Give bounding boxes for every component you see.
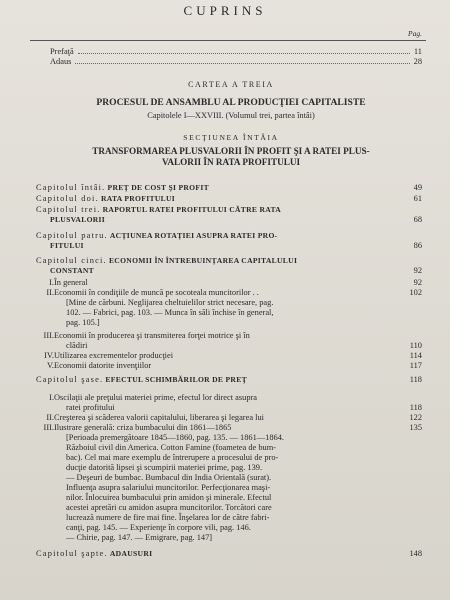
ch5-item-2-detail-2: 102. — Fabrici, pag. 103. — Munca în săli închise în general, [66, 308, 274, 317]
ch6-item-2: II. Creşterea şi scăderea valorii capitalului, liberarea şi legarea lui [46, 413, 264, 422]
ch5-item-5: V. Economii datorite invenţiilor [46, 361, 152, 370]
ch5-item-1: I. În general [49, 278, 88, 287]
book-subtitle: PROCESUL DE ANSAMBLU AL PRODUCŢIEI CAPITALISTE [96, 97, 366, 108]
ch5-item-4: IV. Utilizarea excrementelor producţiei [44, 351, 174, 360]
ch6-item-3-detail-2: Războiul civil din America. Cotton Famine (foametea de bum- [66, 443, 277, 452]
chapter-4-page: 86 [413, 241, 422, 250]
ch5-item-5-page: 117 [409, 361, 422, 370]
chapter-2-page: 61 [413, 194, 422, 203]
chapter-6: Capitolul şase. EFECTUL SCHIMBĂRILOR DE PREŢ [36, 375, 247, 384]
chapter-1-page: 49 [413, 183, 422, 192]
ch6-item-3-detail-3: bac). Cel mai mare exemplu de întrerupere a procesului de pro- [66, 453, 279, 462]
pag-column-label: Pag. [408, 29, 422, 38]
ch6-item-3-detail-7: nilor. Înlocuirea bumbacului prin amidon şi minerale. Efectul [66, 493, 272, 502]
ch5-item-2-detail-1: [Mine de cărbuni. Neglijarea cheltuielilor strict necesare, pag. [66, 298, 274, 307]
ch5-item-2: II. Economii în condiţiile de muncă pe socoteala muncitorilor . . [46, 288, 259, 297]
ch6-item-3: III. Ilustrare generală: criza bumbacului din 1861—1865 [43, 423, 232, 432]
ch6-item-3-detail-10: canţi, pag. 145. — Experienţe în corpore vili, pag. 146. [66, 523, 251, 532]
chapter-4: Capitolul patru. ACŢIUNEA ROTAŢIEI ASUPRA RATEI PRO- FITULUI [36, 231, 278, 251]
chapter-6-page: 118 [409, 375, 422, 384]
book-title: CARTEA A TREIA [188, 80, 274, 89]
chapter-2: Capitolul doi. RATA PROFITULUI [36, 194, 176, 203]
chapter-1: Capitolul întâi. PREŢ DE COST ŞI PROFIT [36, 183, 209, 192]
section-heading-line2: VALORII ÎN RATA PROFITULUI [161, 157, 301, 167]
ch5-item-4-page: 114 [409, 351, 422, 360]
chapter-7: Capitolul şapte. ADAUSURI [36, 549, 153, 558]
toc-entry-prefata: Prefaţă 11 [50, 47, 422, 56]
ch5-item-3-page: 110 [409, 341, 422, 350]
chapter-5: Capitolul cinci. ECONOMII ÎN ÎNTREBUINŢAREA CAPITALULUI CONSTANT [36, 256, 298, 276]
chapter-7-page: 148 [409, 549, 422, 558]
ch6-item-2-page: 122 [409, 413, 422, 422]
ch5-item-2-detail-3: pag. 105.] [66, 318, 100, 327]
ch6-item-3-detail-8: acestei apretări cu amidon asupra muncitorilor. Torcători care [66, 503, 272, 512]
chapters-note: Capitolele I—XXVIII. (Volumul trei, partea întâi) [147, 111, 315, 120]
chapter-3: Capitolul trei. RAPORTUL RATEI PROFITULUI CĂTRE RATA PLUSVALORII [36, 205, 282, 225]
ch6-item-1: I. Oscilaţii ale preţului materiei prime, efectul lor direct asupra [49, 393, 258, 402]
toc-entry-adaus: Adaus 28 [50, 57, 422, 66]
section-heading-line1: TRANSFORMAREA PLUSVALORII ÎN PROFIT ŞI A RATEI PLUS- [92, 146, 370, 156]
ch6-item-3-detail-1: [Perioada premergătoare 1845—1860, pag. 135. — 1861—1864. [66, 433, 285, 442]
ch5-item-1-page: 92 [413, 278, 422, 287]
ch6-item-3-page: 135 [409, 423, 422, 432]
ch5-item-2-page: 102 [409, 288, 422, 297]
ch6-item-1-detail: ratei profitului [66, 403, 115, 412]
chapter-3-page: 68 [413, 215, 422, 224]
ch5-item-3-detail: clădiri [66, 341, 88, 350]
ch5-item-3: III. Economii în producerea şi transmiterea forţei motrice şi în [43, 331, 250, 340]
chapter-5-page: 92 [413, 266, 422, 275]
section-title: SECŢIUNEA ÎNTÂIA [183, 133, 279, 142]
page-title: CUPRINS [183, 3, 267, 18]
ch6-item-3-detail-4: ducţie datorită lipsei şi scumpirii materiei prime, pag. 139. [66, 463, 263, 472]
ch6-item-3-detail-6: Influenţa asupra salariului muncitorilor. Perfecţionarea maşi- [66, 483, 271, 492]
ch6-item-3-detail-11: — Chirie, pag. 147. — Emigrare, pag. 147] [66, 533, 213, 542]
top-rule [30, 40, 426, 41]
ch6-item-3-detail-5: — Deşeuri de bumbac. Bumbacul din India Orientală (surat). [66, 473, 272, 482]
ch6-item-3-detail-9: lucrează numere de fire mai fine. Înşelarea lor de către fabri- [66, 513, 270, 522]
ch6-item-1-page: 118 [409, 403, 422, 412]
